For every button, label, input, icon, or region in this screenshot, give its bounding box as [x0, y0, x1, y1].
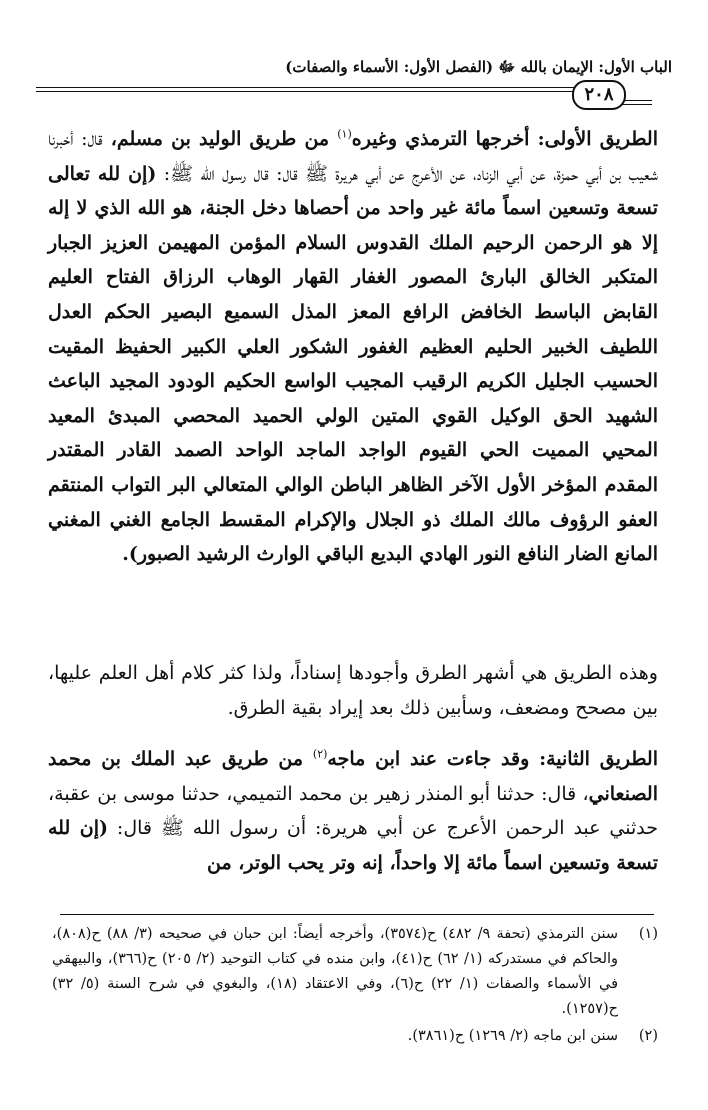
footnote-number: (٢) [638, 1028, 658, 1044]
footnote-item [52, 1024, 658, 1049]
hadith-text: (إن لله تعالى تسعة وتسعين اسماً مائة غير واحد من أحصاها دخل الجنة، هو الله الذي لا إله إلا هو الرحمن الرحيم الملك القدوس السلام المؤمن المهيمن العزيز الجبار المتكبر الخالق البارئ المصور الغفار القهار الوهاب الرزاق الفتاح العليم القابض الباسط الخافض الرافع المعز المذل السميع البصير الحكم العدل اللطيف الخبير الحليم العظيم الغفور الشكور العلي الكبير الحفيظ المقيت الحسيب الجليل الكريم الرقيب المجيب الواسع الحكيم الودود المجيد الباعث الشهيد الحق الوكيل القوي المتين الولي الحميد المحصي المبدئ المعيد المحيي المميت الحي القيوم الواجد الماجد الواحد الصمد القادر المقتدر المقدم المؤخر الأول الآخر الظاهر الباطن الوالي المتعالي البر التواب المنتقم العفو الرؤوف مالك الملك ذو الجلال والإكرام المقسط الجامع الغني المغني المانع الضار النافع النور الهادي البديع الباقي الوارث الرشيد الصبور). [48, 162, 658, 566]
footnote-ref: (١) [337, 127, 352, 141]
footnotes [52, 922, 658, 1051]
footnote-ref: (٢) [312, 747, 328, 761]
footnote-number: (١) [638, 926, 658, 942]
footnote-text: سنن الترمذي (تحفة ٩/ ٤٨٢) ح(٣٥٧٤)، وأخرجه أيضاً: ابن حبان في صحيحه (٣/ ٨٨) ح(٨٠٨)، والحاكم في مستدركه (١/ ٦٢) ح(٤١)، وابن منده في كتاب التوحيد (٢/ ٢٠٥) ح(٣٦٦)، والبيهقي في الأسماء والصفات (١/ ٢٢) ح(٦)، وفي الاعتقاد (١٨)، والبغوي في شرح السنة (٥/ ٣٢) ح(١٢٥٧). [52, 926, 619, 1017]
footnote-item [52, 922, 658, 1022]
hadith-text: (إن لله تسعة وتسعين اسماً مائة إلا واحداً، إنه وتر يحب الوتر، من [48, 817, 658, 874]
paragraph-first-route [48, 122, 658, 572]
page-number: ٢٠٨ [572, 80, 626, 110]
paragraph-second-route [48, 742, 658, 880]
narration-chain: قال: أخبرنا شعيب بن أبي حمزة، عن أبي الزناد، عن الأعرج عن أبي هريرة ﷺ قال: قال رسول الله ﷺ: [48, 128, 658, 185]
running-title: الباب الأول: الإيمان بالله ﷻ (الفصل الأول: الأسماء والصفات) [285, 58, 672, 76]
header-rule [36, 87, 616, 88]
paragraph-commentary: وهذه الطريق هي أشهر الطرق وأجودها إسناداً، ولذا كثر كلام أهل العلم عليها، بين مصحح ومضعف، وسأبين ذلك بعد إيراد بقية الطرق. [48, 662, 658, 719]
section-lead: الطريق الثانية: وقد جاءت عند ابن ماجه [327, 748, 658, 770]
section-lead: الطريق الأولى: أخرجها الترمذي وغيره [351, 128, 658, 150]
footnote-text: سنن ابن ماجه (٢/ ١٢٦٩) ح(٣٨٦١). [407, 1028, 618, 1044]
narration-chain: ، قال: حدثنا أبو المنذر زهير بن محمد التميمي، حدثنا موسى بن عقبة، حدثني عبد الرحمن الأعرج عن أبي هريرة: أن رسول الله ﷺ قال: [48, 782, 658, 840]
footnote-separator [60, 914, 654, 915]
section-lead-continuation: من طريق الوليد بن مسلم، [102, 128, 338, 150]
section-lead-continuation: من طريق عبد الملك بن محمد الصنعاني [48, 748, 658, 805]
header-rule [36, 91, 616, 92]
